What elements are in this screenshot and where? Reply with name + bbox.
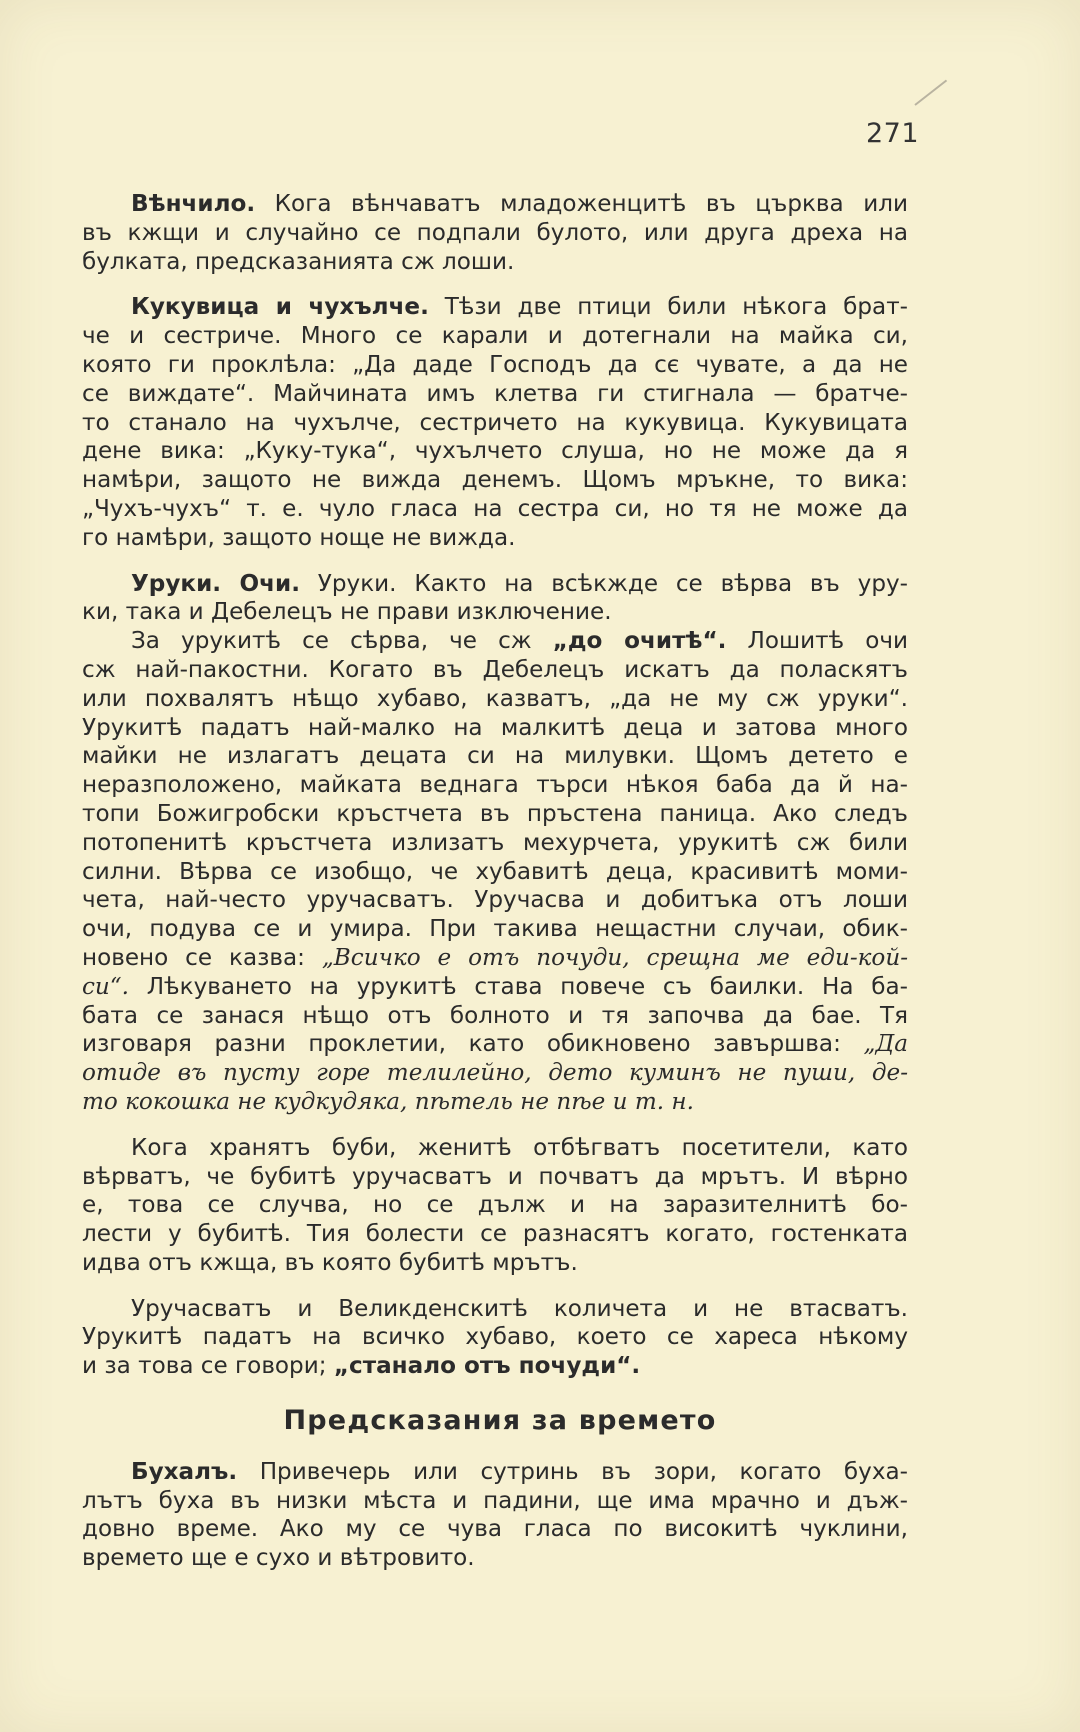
text-line	[82, 1487, 908, 1516]
text-run: Привечерь или сутринь въ зори, когато буха-	[237, 1458, 908, 1485]
text-line	[82, 293, 908, 322]
text-run: „Чухъ-чухъ“ т. е. чуло гласа на сестра си, но тя не може да	[82, 495, 908, 522]
text-line	[82, 322, 908, 351]
text-run: Уруки. Както на всѣкжде се вѣрва въ уру-	[299, 570, 908, 597]
bold-term: Уруки. Очи.	[131, 570, 300, 597]
text-line	[82, 409, 908, 438]
text-run: довно време. Ако му се чува гласа по високитѣ чуклини,	[82, 1516, 908, 1543]
paragraph-gap	[82, 1117, 908, 1134]
text-line	[82, 771, 908, 800]
text-line	[82, 248, 908, 277]
text-line	[82, 437, 908, 466]
italic-quote: си“.	[82, 973, 129, 1000]
text-line	[82, 886, 908, 915]
text-run: го намѣри, защото ноще не вижда.	[82, 524, 516, 551]
text-run: топи Божигробски кръстчета въ пръстена паница. Ако следъ	[82, 800, 908, 827]
text-line	[82, 1134, 908, 1163]
text-run: майки не излагатъ децата си на милувки. Щомъ детето е	[82, 743, 908, 770]
text-line	[82, 598, 908, 627]
text-run: Урукитѣ падатъ на всичко хубаво, което се хареса нѣкому	[82, 1324, 908, 1351]
text-line	[82, 219, 908, 248]
paragraph-bubi	[82, 1134, 908, 1278]
text-run: Кога хранятъ буби, женитѣ отбѣгватъ посетители, като	[131, 1134, 908, 1161]
section-gap	[82, 1381, 908, 1407]
italic-quote: „Всичко е отъ почуди, срещна ме еди-кой-	[321, 944, 908, 971]
text-run: че и сестриче. Много се карали и дотегнали на майка си,	[82, 323, 908, 350]
text-run: Кога вѣнчаватъ младоженцитѣ въ църква или	[255, 191, 908, 217]
text-run: дене вика: „Куку-тука“, чухълчето слуша, но не може да я	[82, 438, 908, 465]
italic-quote: то кокошка не кудкудяка, пѣтель не пѣе и т. н.	[82, 1088, 694, 1115]
bold-term: Бухалъ.	[131, 1458, 238, 1485]
bold-term: „станало отъ почуди“.	[333, 1353, 641, 1380]
text-line	[82, 1515, 908, 1544]
bold-term: „до очитѣ“.	[552, 628, 727, 655]
text-line	[82, 627, 908, 656]
bold-term: Вѣнчило.	[131, 191, 256, 217]
text-run: и за това се говори;	[82, 1353, 334, 1380]
text-line	[82, 570, 908, 599]
text-run: намѣри, защото не вижда денемъ. Щомъ мръкне, то вика:	[82, 467, 908, 494]
text-line	[82, 685, 908, 714]
text-run: или похвалятъ нѣщо хубаво, казватъ, „да не му сж уруки“.	[82, 685, 908, 712]
text-line	[82, 800, 908, 829]
text-run: Лѣкуването на урукитѣ става повече съ баилки. На ба-	[128, 973, 908, 1000]
text-run: неразположено, майката веднага търси нѣкоя баба да й на-	[82, 772, 908, 799]
text-line	[82, 380, 908, 409]
paragraph-uruki	[82, 570, 908, 628]
italic-quote: „Да	[863, 1031, 908, 1058]
text-line	[82, 1088, 908, 1117]
text-line	[82, 915, 908, 944]
text-run: чета, най-често уручасватъ. Уручасва и добитъка отъ лоши	[82, 887, 908, 914]
page-corner-mark	[914, 80, 947, 106]
text-run: За урукитѣ се сѣрва, че сж	[131, 628, 553, 655]
section-gap	[82, 1436, 908, 1458]
text-run: ки, така и Дебелецъ не прави изключение.	[82, 599, 612, 626]
text-line	[82, 1249, 908, 1278]
text-line	[82, 858, 908, 887]
text-line	[82, 1295, 908, 1324]
text-run: се виждате“. Майчината имъ клетва ги стигнала — братче-	[82, 380, 908, 407]
text-line	[82, 1544, 908, 1573]
text-line	[82, 495, 908, 524]
text-run: лътъ буха въ низки мѣста и падини, ще има мрачно и дъж-	[82, 1487, 908, 1514]
text-run: потопенитѣ кръстчета излизатъ мехурчета, урукитѣ сж били	[82, 829, 908, 856]
text-run: Тѣзи две птици били нѣкога брат-	[428, 294, 908, 321]
italic-quote: отиде въ пусту горе телилейно, дето куминъ не пуши, де-	[82, 1060, 908, 1087]
text-line	[82, 973, 908, 1002]
section-heading: Предсказания за времето	[283, 1405, 717, 1437]
text-line	[82, 1059, 908, 1088]
text-line	[82, 944, 908, 973]
text-line	[82, 1323, 908, 1352]
text-run: е, това се случва, но се дълж и на заразителнитѣ бо-	[82, 1192, 908, 1219]
text-line	[82, 714, 908, 743]
text-run: лести у бубитѣ. Тия болести се разнасятъ когато, гостенката	[82, 1221, 908, 1248]
text-line	[82, 190, 908, 219]
text-run: въ кжщи и случайно се подпали булото, или друга дреха на	[82, 219, 908, 246]
text-line	[82, 1352, 908, 1381]
paragraph-velikden	[82, 1295, 908, 1381]
text-line	[82, 1220, 908, 1249]
text-line	[82, 1191, 908, 1220]
text-run: изговаря разни проклетии, като обикновено завършва:	[82, 1031, 864, 1058]
text-line	[82, 656, 908, 685]
paragraph-gap	[82, 553, 908, 570]
bold-term: Кукувица и чухълче.	[131, 294, 429, 321]
text-line	[82, 1163, 908, 1192]
text-run: бата се занася нѣщо отъ болното и тя започва да бае. Тя	[82, 1002, 908, 1029]
text-run: Лошитѣ очи	[726, 628, 908, 655]
page-number: 271	[866, 118, 920, 149]
paragraph-venchilo	[82, 190, 908, 276]
text-run: Урукитѣ падатъ най-малко на малкитѣ деца и затова много	[82, 714, 908, 741]
text-run: то станало на чухълче, сестричето на кукувица. Кукувицата	[82, 409, 908, 436]
text-line	[82, 1002, 908, 1031]
text-line	[82, 524, 908, 553]
text-run: силни. Вѣрва се изобщо, че хубавитѣ деца, красивитѣ моми-	[82, 858, 908, 885]
text-line	[82, 1458, 908, 1487]
paragraph-kukuvica	[82, 293, 908, 552]
text-run: Уручасватъ и Великденскитѣ количета и не втасватъ.	[131, 1295, 908, 1322]
text-line	[82, 466, 908, 495]
page-text-body	[82, 190, 908, 1573]
text-run: времето ще е сухо и вѣтровито.	[82, 1545, 475, 1572]
paragraph-urukite	[82, 627, 908, 1117]
text-line	[82, 351, 908, 380]
text-line	[82, 742, 908, 771]
text-run: новено се казва:	[82, 944, 322, 971]
text-line	[82, 829, 908, 858]
text-run: сж най-пакостни. Когато въ Дебелецъ искатъ да поласкятъ	[82, 656, 908, 683]
paragraph-gap	[82, 276, 908, 293]
text-run: която ги проклѣла: „Да даде Господъ да сє чувате, а да не	[82, 351, 908, 378]
paragraph-gap	[82, 1278, 908, 1295]
text-run: булката, предсказанията сж лоши.	[82, 248, 515, 275]
text-run: очи, подува се и умира. При такива нещастни случаи, обик-	[82, 916, 908, 943]
paragraph-buhal	[82, 1458, 908, 1573]
text-run: вѣрватъ, че бубитѣ уручасватъ и почватъ да мрътъ. И вѣрно	[82, 1163, 908, 1190]
text-line	[82, 1030, 908, 1059]
text-run: идва отъ кжща, въ която бубитѣ мрътъ.	[82, 1249, 578, 1276]
